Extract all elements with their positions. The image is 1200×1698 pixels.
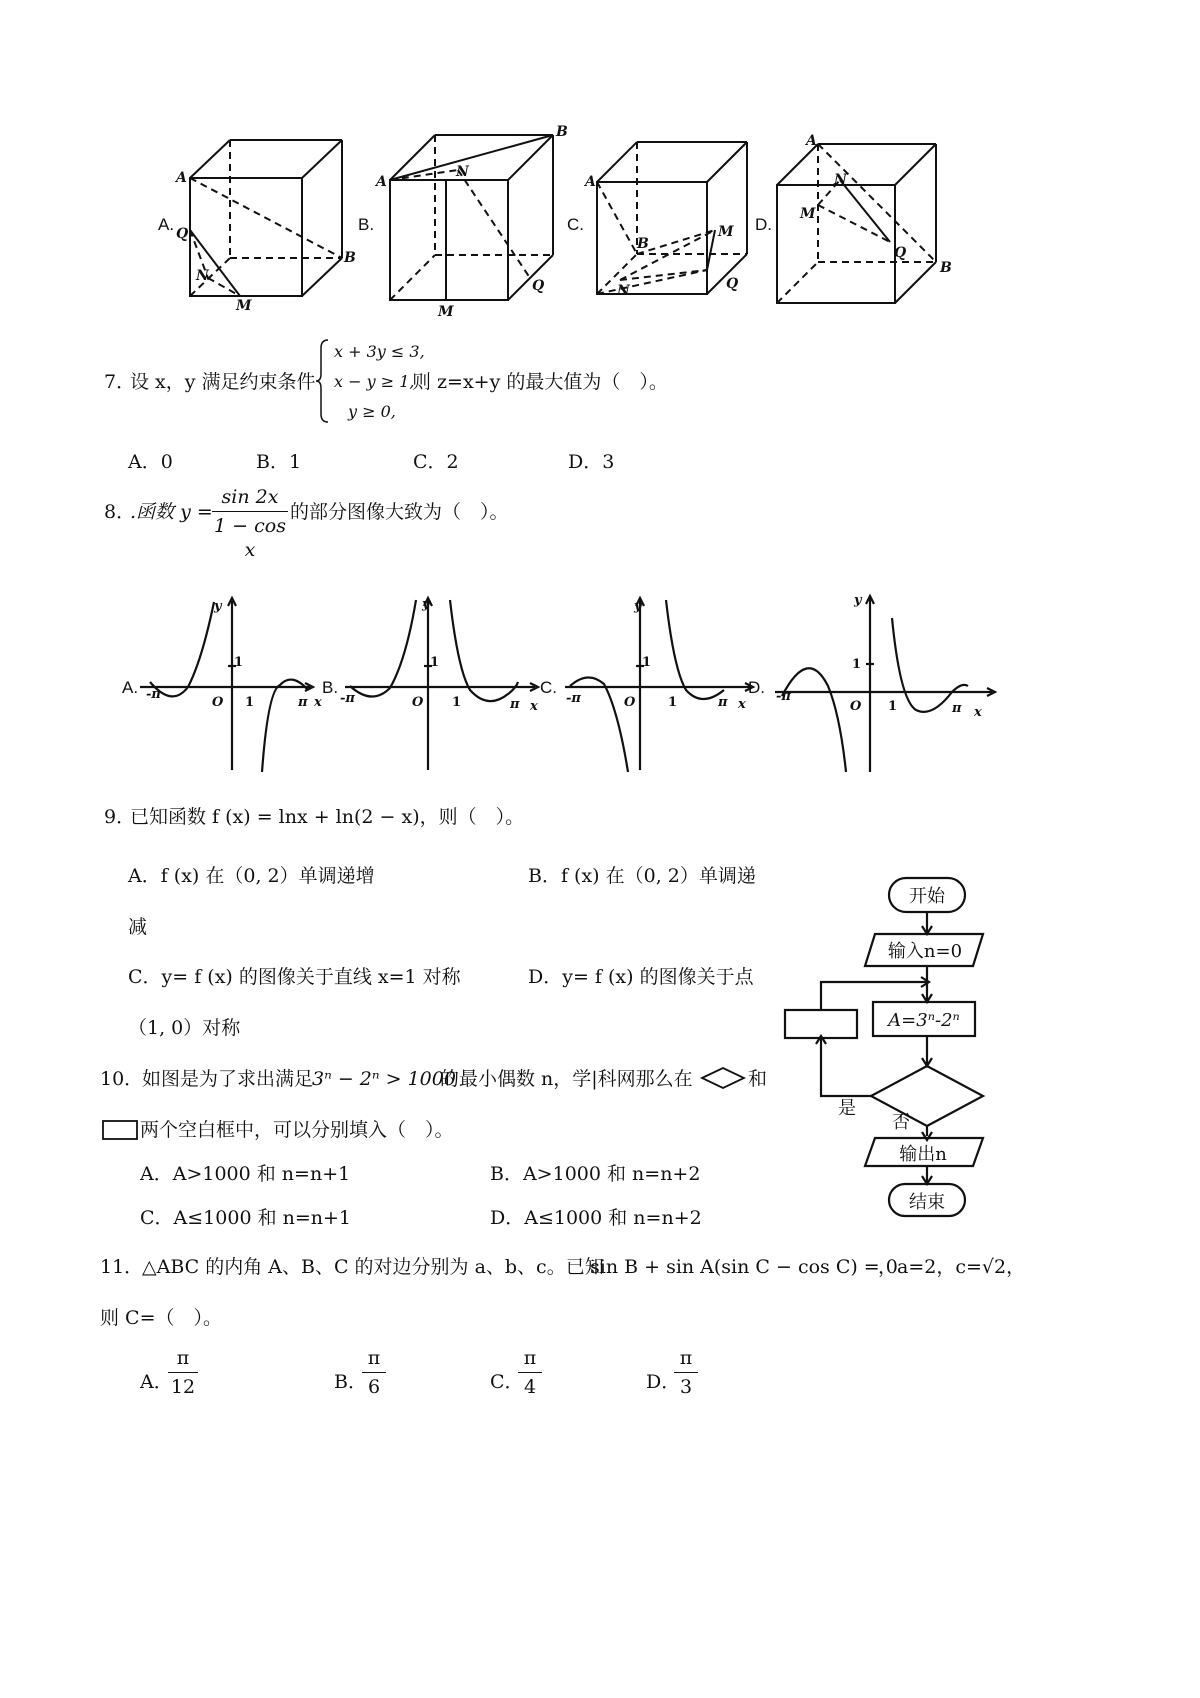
q10-option-c: C．A≤1000 和 n=n+1 [140, 1207, 352, 1229]
q8-c-pi: π [718, 695, 728, 710]
cube-b-point-n: N [456, 164, 469, 180]
cube-label-d: D. [755, 215, 772, 234]
cube-c-point-b: B [637, 236, 649, 252]
q8-graph-d [775, 596, 995, 772]
q8-c-x: x [738, 697, 746, 712]
q10-inequality: 3ⁿ − 2ⁿ > 1000 [312, 1068, 456, 1090]
q11-option-b-den: 6 [367, 1376, 381, 1398]
q8-graph-label-c: C. [540, 678, 557, 697]
cube-c-point-a: A [585, 174, 596, 190]
q8-b-one: 1 [430, 655, 440, 670]
q8-a-y: y [214, 599, 222, 614]
q8-graph-b [345, 598, 538, 770]
q8-c-negpi: -π [566, 691, 581, 706]
q8-numerator: sin 2x [221, 486, 279, 508]
q7-stem-b: 则 z=x+y 的最大值为（ ）。 [412, 371, 668, 393]
q7-brace [314, 338, 330, 424]
q11-equation: sin B + sin A(sin C − cos C) = 0 [590, 1256, 898, 1278]
q7-option-a: A．0 [128, 451, 173, 473]
q10-flowchart [775, 870, 995, 1230]
cube-a-point-a: A [176, 170, 187, 186]
q8-denominator: 1 − cos x [214, 515, 286, 561]
q9-stem: 已知函数 f (x) = lnx + ln(2 − x)，则（ ）。 [130, 806, 525, 828]
q11-option-c-num: π [523, 1347, 537, 1369]
q11-option-c-den: 4 [523, 1376, 537, 1398]
q11-option-a-label: A． [140, 1371, 173, 1393]
q10-stem-c: 和 [748, 1068, 768, 1090]
cube-b-point-a: A [376, 174, 387, 190]
q8-b-negpi: -π [340, 691, 355, 706]
cube-label-c: C. [567, 215, 584, 234]
flow-end-text: 结束 [909, 1192, 945, 1213]
q11-option-c-frac [518, 1346, 542, 1399]
flow-condition-diamond [871, 1066, 983, 1126]
q11-option-d-frac [674, 1346, 698, 1399]
q8-graph-a [140, 598, 313, 772]
cube-b-point-m: M [438, 304, 454, 320]
q8-a-one: 1 [234, 655, 244, 670]
q7-constraint-2: x − y ≥ 1, [334, 372, 415, 391]
q11-option-d-label: D． [646, 1371, 681, 1393]
q8-a-negpi: -π [146, 687, 161, 702]
cube-a-point-b: B [344, 250, 356, 266]
flow-blank-box [785, 1010, 857, 1038]
cube-b-point-b: B [556, 124, 568, 140]
q8-b-1: 1 [452, 695, 462, 710]
q10-rectangle-icon [102, 1120, 138, 1140]
q11-stem-a: △ABC 的内角 A、B、C 的对边分别为 a、b、c。已知 [142, 1256, 604, 1278]
cube-a-point-n: N [196, 268, 209, 284]
q8-fraction [212, 485, 288, 562]
q8-c-y: y [634, 599, 642, 614]
q7-constraint-3: y ≥ 0, [348, 402, 396, 421]
cube-d-point-m: M [800, 206, 816, 222]
q8-d-y: y [854, 593, 862, 608]
flow-no-text: 否 [892, 1112, 910, 1133]
q9-option-b: B．f (x) 在（0, 2）单调递 [528, 865, 756, 887]
q8-graph-label-a: A. [122, 678, 139, 697]
q11-number: 11． [100, 1256, 144, 1278]
q8-c-1: 1 [668, 695, 678, 710]
q8-b-o: O [412, 695, 424, 710]
cube-label-a: A. [158, 215, 175, 234]
q11-option-b-frac [362, 1346, 386, 1399]
q8-b-x: x [530, 699, 538, 714]
cube-b-point-q: Q [532, 278, 545, 294]
cube-a [190, 140, 342, 296]
q11-option-d-den: 3 [679, 1376, 693, 1398]
q9-option-c: C．y= f (x) 的图像关于直线 x=1 对称 [128, 966, 461, 988]
q11-option-a-frac [168, 1346, 198, 1399]
q9-number: 9． [104, 806, 136, 828]
flow-input-text: 输入n=0 [887, 941, 963, 962]
cube-c-point-q: Q [726, 276, 739, 292]
cube-figures [140, 120, 1100, 350]
q8-d-one: 1 [852, 657, 862, 672]
cube-d [777, 144, 936, 303]
q8-a-x: x [314, 695, 322, 710]
q10-number: 10． [100, 1068, 144, 1090]
cube-a-point-m: M [236, 298, 252, 314]
flow-assign-text: A=3ⁿ-2ⁿ [888, 1010, 960, 1031]
q10-stem-d: 两个空白框中，可以分别填入（ ）。 [140, 1119, 454, 1141]
q8-graph-label-b: B. [322, 678, 339, 697]
q8-b-y: y [422, 597, 430, 612]
q11-option-b-label: B． [334, 1371, 367, 1393]
q8-a-pi: π [298, 695, 308, 710]
q7-stem-a: 设 x，y 满足约束条件 [130, 371, 316, 393]
q8-number: 8． [104, 501, 136, 523]
cube-label-b: B. [358, 215, 375, 234]
q8-d-negpi: -π [776, 689, 791, 704]
q8-d-x: x [974, 705, 982, 720]
q9-option-d: D．y= f (x) 的图像关于点 [528, 966, 754, 988]
cube-d-point-n: N [834, 172, 847, 188]
cube-d-point-a: A [806, 133, 817, 149]
q8-c-o: O [624, 695, 636, 710]
q8-d-pi: π [952, 701, 962, 716]
q11-option-c-label: C． [490, 1371, 524, 1393]
cube-a-point-q: Q [176, 226, 189, 242]
q11-option-b-num: π [367, 1347, 381, 1369]
q11-option-a-num: π [176, 1347, 190, 1369]
cube-c-point-n: N [617, 283, 630, 299]
cube-b [390, 135, 553, 300]
q9-option-d-cont: （1, 0）对称 [128, 1017, 241, 1039]
flow-start-text: 开始 [909, 886, 945, 907]
cube-c [597, 142, 747, 294]
flow-yes-text: 是 [838, 1098, 856, 1119]
q8-graph-c [565, 598, 753, 772]
q10-option-d: D．A≤1000 和 n=n+2 [490, 1207, 702, 1229]
q8-c-one: 1 [642, 655, 652, 670]
q10-diamond-icon [700, 1066, 746, 1090]
cube-d-point-q: Q [894, 245, 907, 261]
q10-stem-a: 如图是为了求出满足 [142, 1068, 314, 1090]
q9-option-a: A．f (x) 在（0, 2）单调递增 [128, 865, 375, 887]
q7-option-c: C．2 [413, 451, 459, 473]
cube-c-point-m: M [718, 224, 734, 240]
q11-stem-c: 则 C=（ ）。 [100, 1307, 222, 1329]
q11-stem-b: ，a=2，c=√2， [878, 1256, 1026, 1278]
q8-graph-label-d: D. [748, 678, 765, 697]
q7-option-d: D．3 [568, 451, 615, 473]
q8-stem-a: .函数 y = [130, 501, 213, 523]
q10-option-a: A．A>1000 和 n=n+1 [140, 1163, 351, 1185]
q7-option-b: B．1 [256, 451, 302, 473]
q7-number: 7． [104, 371, 136, 393]
q9-option-b-cont: 减 [128, 916, 148, 938]
q10-option-b: B．A>1000 和 n=n+2 [490, 1163, 701, 1185]
flow-output-text: 输出n [899, 1144, 947, 1165]
q8-b-pi: π [510, 697, 520, 712]
q7-constraint-1: x + 3y ≤ 3, [334, 342, 425, 361]
q8-d-o: O [850, 699, 862, 714]
cube-d-point-b: B [940, 260, 952, 276]
q11-option-a-den: 12 [170, 1376, 196, 1398]
q10-stem-b: 的最小偶数 n，学|科网那么在 [440, 1068, 693, 1090]
q8-d-1: 1 [888, 699, 898, 714]
q11-option-d-num: π [679, 1347, 693, 1369]
q8-stem-b: 的部分图像大致为（ ）。 [290, 501, 509, 523]
q8-a-o: O [212, 695, 224, 710]
q8-a-1: 1 [245, 695, 255, 710]
